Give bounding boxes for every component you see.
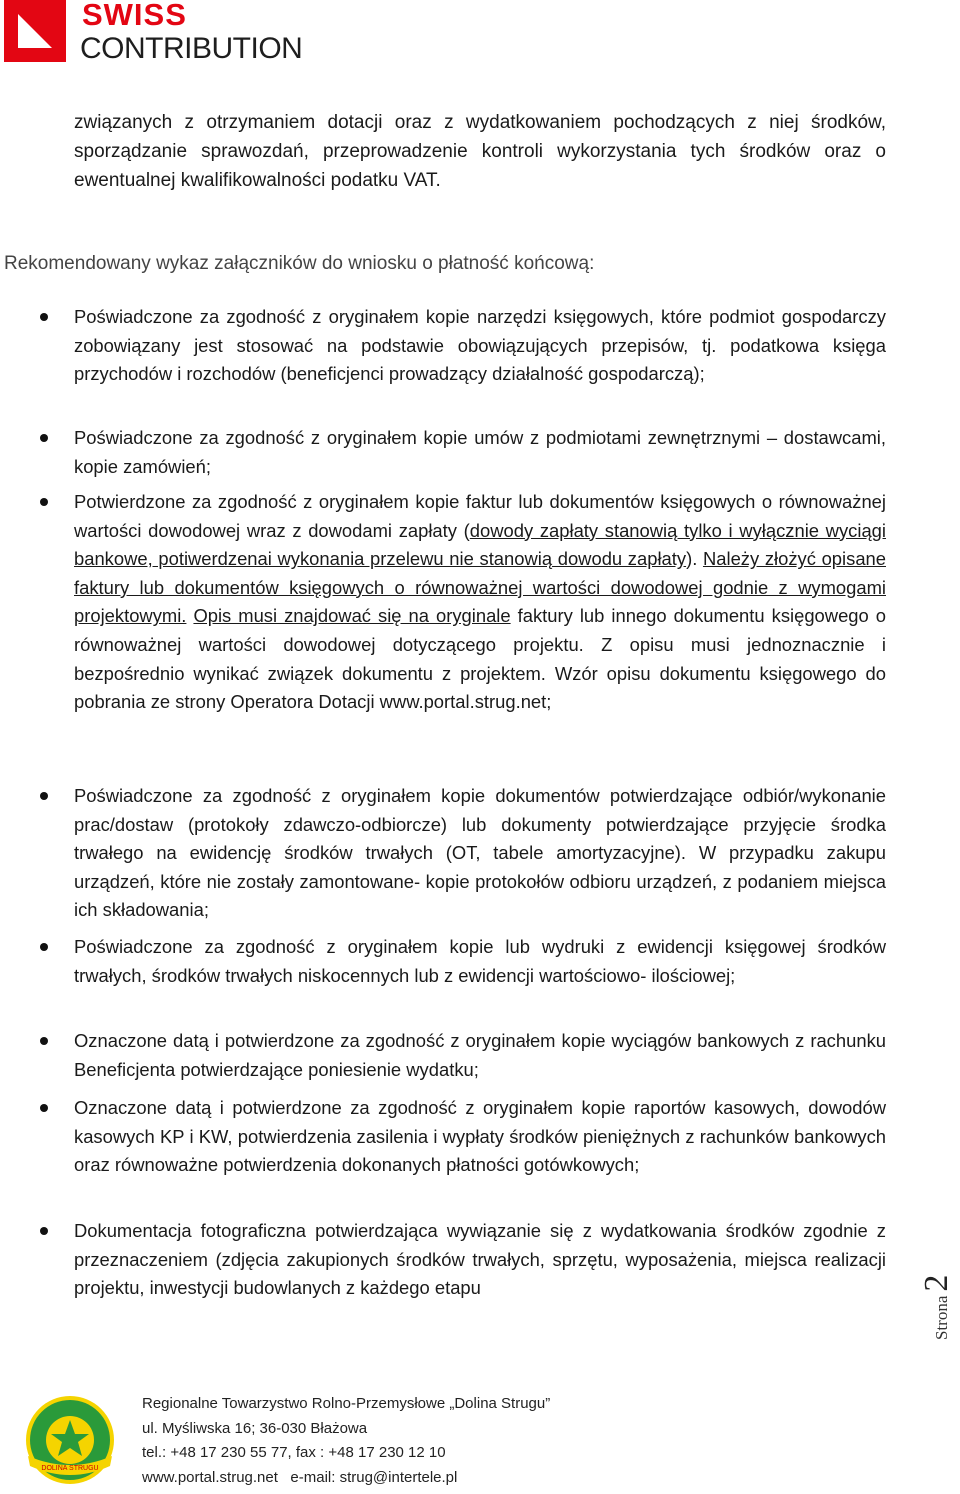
footer [142, 1392, 662, 1490]
underlined-text: Należy złożyć opisane faktury lub dokumentów księgowych o równoważnej wartości dowodowej godnie z wymogami projektowymi. [74, 548, 886, 627]
list-item [74, 1094, 886, 1180]
footer-address: ul. Myśliwska 16; 36-030 Błażowa [142, 1419, 368, 1437]
list-item [74, 303, 886, 389]
intro-paragraph: związanych z otrzymaniem dotacji oraz z wydatkowaniem pochodzących z niej środków, sporządzanie sprawozdań, przeprowadzenie kontroli wykorzystania tych środków oraz o ewentualnej kwalifikowalności podatku VAT. [74, 112, 886, 191]
list-item-text: Poświadczone za zgodność z oryginałem kopie lub wydruki z ewidencji księgowej środków trwałych, środków trwałych niskocennych lub z ewidencji wartościowo- ilościowej; [74, 936, 886, 986]
list-item [74, 933, 886, 990]
swiss-contribution-logo [4, 0, 304, 70]
bullet-icon [40, 1227, 48, 1235]
list-item [74, 1027, 886, 1084]
list-item [74, 782, 886, 925]
bullet-icon [40, 1104, 48, 1112]
page-number-label [918, 1250, 960, 1350]
swiss-flag-mark-icon [4, 0, 66, 62]
bullet-icon [40, 498, 48, 506]
page-number: 2 [918, 1274, 955, 1292]
bullet-icon [40, 434, 48, 442]
footer-org-name: Regionalne Towarzystwo Rolno-Przemysłowe „Dolina Strugu” [142, 1395, 551, 1412]
underlined-text: dowody zapłaty stanowią tylko i wyłącznie wyciągi bankowe, potiwerdzenai wykonania przelewu nie stanowią dowodu zapłaty [74, 519, 886, 570]
list-item-text: Poświadczone za zgodność z oryginałem kopie umów z podmiotami zewnętrznymi – dostawcami, kopie zamówień; [74, 427, 886, 477]
list-item-text: Oznaczone datą i potwierdzone za zgodność z oryginałem kopie wyciągów bankowych z rachunku Beneficjenta potwierdzające poniesienie wydatku; [74, 1030, 886, 1080]
bullet-icon [40, 313, 48, 321]
footer-web-email: www.portal.strug.net e-mail: strug@intertele.pl [142, 1468, 458, 1486]
list-item-text: ). [686, 548, 703, 570]
list-item [74, 1217, 886, 1303]
bullet-icon [40, 792, 48, 800]
list-item-text: Dokumentacja fotograficzna potwierdzająca wywiązanie się z wydatkowania środków zgodnie z przeznaczeniem (zdjęcia zakupionych środków trwałych, sprzętu, wyposażenia, miejsca realizacji projektu, inwestycji budowlanych z każdego etapu [74, 1220, 886, 1299]
list-item-text: Poświadczone za zgodność z oryginałem kopie narzędzi księgowych, które podmiot gospodarczy zobowiązany jest stosować na podstawie obowiązujących przepisów, tj. podatkowa księga przychodów i rozchodów (beneficjenci prowadzący działalność gospodarczą); [74, 306, 886, 385]
bullet-icon [40, 943, 48, 951]
footer-phone: tel.: +48 17 230 55 77, fax : +48 17 230 12 10 [142, 1444, 446, 1461]
list-item [74, 424, 886, 481]
list-item-text: Oznaczone datą i potwierdzone za zgodność z oryginałem kopie raportów kasowych, dowodów kasowych KP i KW, potwierdzenia zasilenia i wypłaty środków pieniężnych z rachunków bankowych oraz równoważne potwierdzenia dokonanych płatności gotówkowych; [74, 1097, 886, 1176]
bullet-icon [40, 1037, 48, 1045]
list-item [74, 488, 886, 717]
page-label-word: Strona [932, 1295, 951, 1340]
list-item-text: faktury lub innego dokumentu księgowego o równoważnej wartości dowodowej dotyczącego projektu. Z opisu musi jednoznacznie i bezpośrednio wynikać związek dokumentu z projektem. Wzór opisu dokumentu księgowego do pobrania ze strony Operatora Dotacji www.portal.strug.net; [74, 605, 886, 713]
list-item-text: Poświadczone za zgodność z oryginałem kopie dokumentów potwierdzające odbiór/wykonanie prac/dostaw (protokoły zdawczo-odbiorcze) lub dokumenty potwierdzające przyjęcie środka trwałego na ewidencję środków trwałych (OT, tabele amortyzacyjne). W przypadku zakupu urządzeń, które nie zostały zamontowane- kopie protokołów odbioru urządzeń, z podaniem miejsca ich składowania; [74, 785, 886, 921]
logo-text-contribution: CONTRIBUTION [80, 32, 303, 65]
footer-logo-text: DOLINA STRUGU [41, 1465, 99, 1472]
dolina-strugu-logo [22, 1390, 118, 1486]
list-item-text: Potwierdzone za zgodność z oryginałem kopie faktur lub dokumentów księgowych o równoważnej wartości dowodowej wraz z dowodami zapłaty ( [74, 491, 886, 541]
attachments-list-heading: Rekomendowany wykaz załączników do wniosku o płatność końcową: [4, 253, 595, 274]
underlined-text: Opis musi znajdować się na oryginale [193, 605, 511, 627]
logo-text-swiss: SWISS [82, 0, 187, 32]
